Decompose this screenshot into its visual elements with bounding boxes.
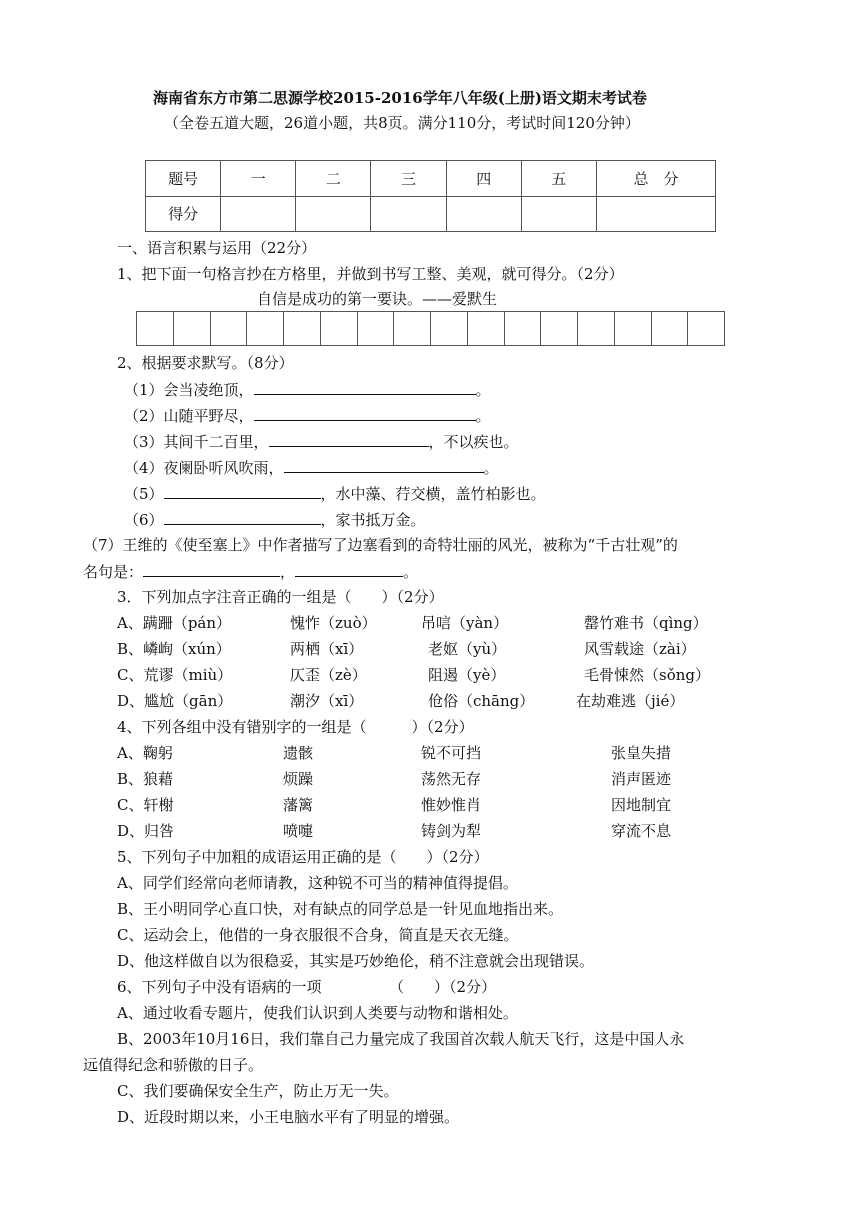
score-input-cell[interactable] [296,196,371,232]
q3-option: 罄竹难书（qìng） [584,614,708,632]
q2-item-suffix: 。 [475,407,491,425]
q3-option: 两栖（xī） [290,640,364,658]
q1-writing-grid[interactable] [136,311,725,346]
q3-option: 在劫难逃（jié） [576,692,685,710]
q3-text: 3．下列加点字注音正确的一组是（ ）（2分） [117,588,444,606]
q4-option: 穿流不息 [611,822,672,840]
q4-option: 铸剑为犁 [421,822,482,840]
q2-item [124,509,426,530]
q6-option: B、2003年10月16日，我们靠自己力量完成了我国首次载人航天飞行，这是中国人永 [117,1030,685,1048]
q4-option: 因地制宜 [611,796,672,814]
q2-item-suffix: ，家书抵万金。 [320,511,426,529]
answer-blank[interactable] [269,431,429,447]
q4-option: 烦躁 [283,770,314,788]
q2-item-prefix: （4）夜阑卧听风吹雨， [124,459,284,477]
score-input-cell[interactable] [521,196,596,232]
q2-item-suffix: 。 [483,459,499,477]
q5-option: C、运动会上，他借的一身衣服很不合身，简直是天衣无缝。 [117,926,519,944]
q5-text: 5、下列句子中加粗的成语运用正确的是（ ）（2分） [117,848,489,866]
q2-item7-prefix: 名句是： [83,563,144,581]
grid-cell[interactable] [358,312,395,345]
score-input-cell[interactable] [597,196,716,232]
q4-option: 遗骸 [283,744,314,762]
grid-cell[interactable] [578,312,615,345]
q2-item [124,379,491,400]
answer-blank[interactable] [143,561,280,577]
q2-item [124,457,499,478]
q2-item7-line1: （7）王维的《使至塞上》中作者描写了边塞看到的奇特壮丽的风光，被称为“千古壮观”的 [83,536,678,554]
q3-option: 伧俗（chāng） [428,692,535,710]
grid-cell[interactable] [468,312,505,345]
score-cell: 题号 [146,161,221,197]
grid-cell[interactable] [394,312,431,345]
score-table [145,160,716,232]
score-cell: 四 [446,161,521,197]
score-cell: 一 [221,161,296,197]
q2-item [124,483,546,504]
score-table-score-row [146,196,716,232]
score-cell: 五 [521,161,596,197]
score-cell: 总 分 [597,161,716,197]
q2-item-suffix: 。 [475,381,491,399]
q4-option: 藩篱 [283,796,314,814]
q6-text: 6、下列句子中没有语病的一项 （ ）（2分） [117,978,497,996]
q2-item [124,405,491,426]
q5-option: A、同学们经常向老师请教，这种锐不可当的精神值得提倡。 [117,874,518,892]
grid-cell[interactable] [615,312,652,345]
answer-blank[interactable] [284,457,484,473]
q2-item-prefix: （2）山随平野尽， [124,407,254,425]
q2-text: 2、根据要求默写。（8分） [117,354,294,372]
score-input-cell[interactable] [221,196,296,232]
q2-item-suffix: ，不以疾也。 [428,433,519,451]
answer-blank[interactable] [254,379,476,395]
exam-title: 海南省东方市第二思源学校2015-2016学年八年级(上册)语文期末考试卷 [153,89,647,107]
q1-quote: 自信是成功的第一要诀。——爱默生 [257,290,498,308]
grid-cell[interactable] [211,312,248,345]
grid-cell[interactable] [431,312,468,345]
q4-option: 消声匿迹 [611,770,672,788]
q3-option: 吊唁（yàn） [421,614,509,632]
q4-option: 荡然无存 [421,770,482,788]
q4-option: A、鞠躬 [117,744,173,762]
q3-option: 仄歪（zè） [290,666,367,684]
q3-option: 潮汐（xī） [290,692,364,710]
score-cell: 得分 [146,196,221,232]
q4-text: 4、下列各组中没有错别字的一组是（ ）（2分） [117,718,474,736]
q3-option: A、蹒跚（pán） [117,614,232,632]
q5-option: B、王小明同学心直口快，对有缺点的同学总是一针见血地指出来。 [117,900,564,918]
q4-option: 锐不可挡 [421,744,482,762]
section1-heading: 一、语言积累与运用（22分） [117,239,317,257]
grid-cell[interactable] [247,312,284,345]
q5-option: D、他这样做自以为很稳妥，其实是巧妙绝伦，稍不注意就会出现错误。 [117,952,595,970]
answer-blank[interactable] [295,561,403,577]
grid-cell[interactable] [284,312,321,345]
answer-blank[interactable] [164,509,321,525]
answer-blank[interactable] [164,483,321,499]
answer-blank[interactable] [254,405,476,421]
q1-text: 1、把下面一句格言抄在方格里，并做到书写工整、美观，就可得分。（2分） [117,265,624,283]
exam-subtitle: （全卷五道大题，26道小题，共8页。满分110分，考试时间120分钟） [164,114,640,132]
q2-item7-suffix: 。 [403,563,419,581]
grid-cell[interactable] [541,312,578,345]
q4-option: B、狼藉 [117,770,174,788]
q3-option: D、尴尬（gān） [117,692,233,710]
q4-option: 喷嚏 [283,822,314,840]
q2-item7-sep: ， [280,563,296,581]
q6-option-continued: 远值得纪念和骄傲的日子。 [83,1056,264,1074]
q2-item [124,431,519,452]
grid-cell[interactable] [652,312,689,345]
q2-item-prefix: （5） [124,485,164,503]
q4-option: 张皇失措 [611,744,672,762]
q2-item-suffix: ，水中藻、荇交横，盖竹柏影也。 [320,485,546,503]
q3-option: 愧怍（zuò） [290,614,377,632]
q3-option: 阻遏（yè） [428,666,506,684]
q6-option: C、我们要确保安全生产，防止万无一失。 [117,1082,399,1100]
grid-cell[interactable] [137,312,174,345]
q3-option: 风雪载途（zài） [584,640,696,658]
q6-option: A、通过收看专题片，使我们认识到人类要与动物和谐相处。 [117,1004,518,1022]
grid-cell[interactable] [174,312,211,345]
q6-option: D、近段时期以来，小王电脑水平有了明显的增强。 [117,1108,460,1126]
q2-item-prefix: （6） [124,511,164,529]
q4-option: C、轩榭 [117,796,174,814]
score-table-header-row [146,161,716,197]
grid-cell[interactable] [688,312,724,345]
q3-option: 毛骨悚然（sǒng） [584,666,710,684]
q4-option: D、归咎 [117,822,175,840]
score-input-cell[interactable] [446,196,521,232]
score-cell: 三 [371,161,446,197]
q3-option: C、荒谬（miù） [117,666,233,684]
score-cell: 二 [296,161,371,197]
q4-option: 惟妙惟肖 [421,796,482,814]
grid-cell[interactable] [505,312,542,345]
q3-option: B、嶙峋（xún） [117,640,231,658]
q3-option: 老妪（yù） [428,640,507,658]
q2-item-prefix: （1）会当凌绝顶， [124,381,254,399]
q2-item7-line2 [83,561,418,582]
q2-item-prefix: （3）其间千二百里， [124,433,269,451]
grid-cell[interactable] [321,312,358,345]
score-input-cell[interactable] [371,196,446,232]
